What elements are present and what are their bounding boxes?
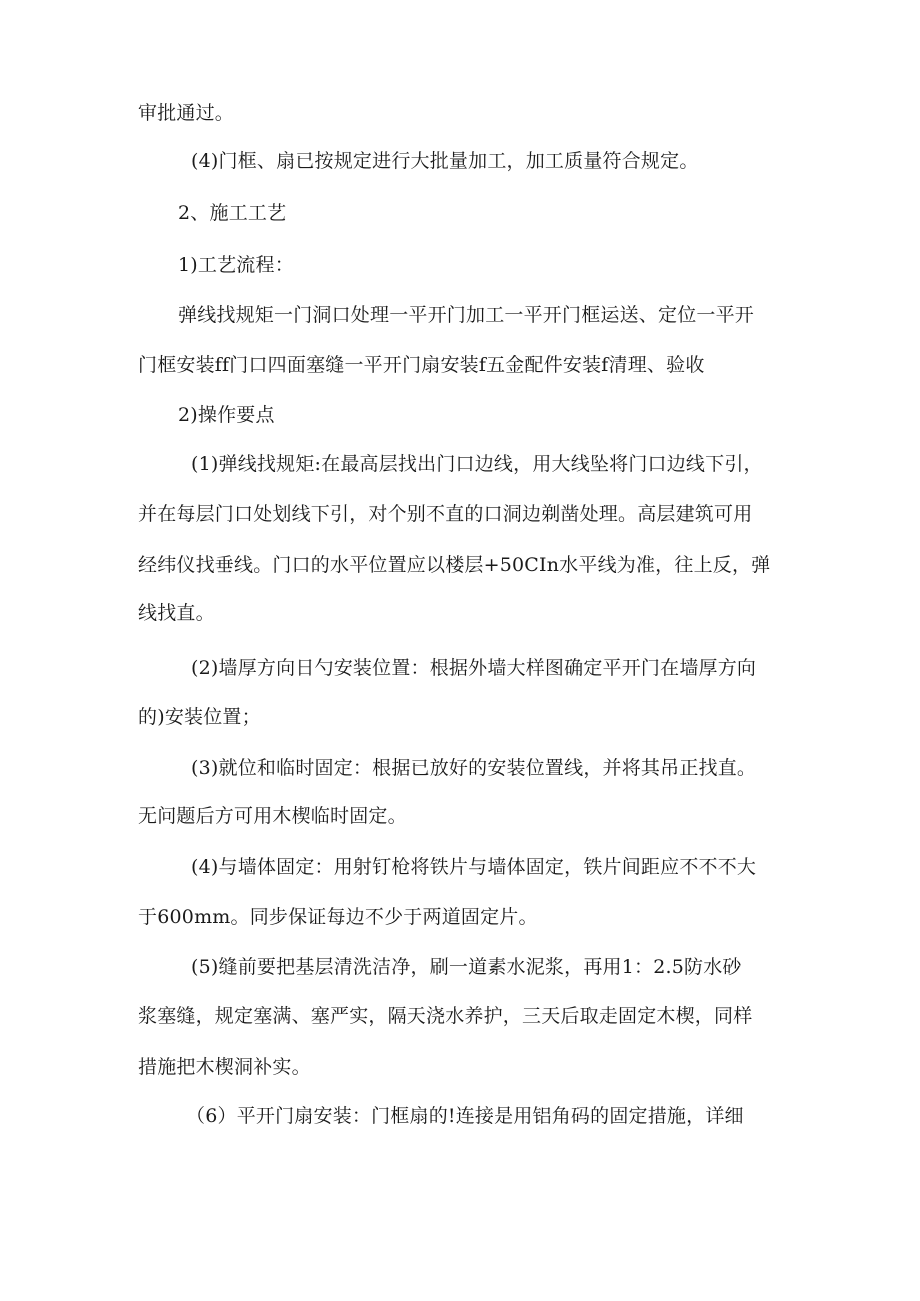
text-line-16: (4)与墙体固定：用射钉枪将铁片与墙体固定，铁片间距应不不不大: [191, 856, 757, 878]
text-line-20: 措施把木楔洞补实。: [138, 1056, 311, 1078]
text-line-10: 经纬仪找垂线。门口的水平位置应以楼层+50CIn水平线为准，往上反，弹: [138, 554, 771, 576]
text-line-18: (5)缝前要把基层清洗洁净，刷一道素水泥浆，再用1：2.5防水砂: [191, 956, 742, 978]
subsection-heading-2: 2)操作要点: [178, 404, 275, 426]
text-line-12: (2)墙厚方向日勺安装位置：根据外墙大样图确定平开门在墙厚方向: [191, 657, 757, 679]
text-line-2: (4)门框、扇已按规定进行大批量加工，加工质量符合规定。: [191, 150, 699, 172]
text-line-5: 弹线找规矩一门洞口处理一平开门加工一平开门框运送、定位一平开: [178, 304, 755, 326]
section-heading: 2、施工工艺: [178, 202, 287, 224]
text-line-13: 的)安装位置；: [138, 706, 261, 728]
text-line-14: (3)就位和临时固定：根据已放好的安装位置线，并将其吊正找直。: [191, 757, 757, 779]
subsection-heading: 1)工艺流程：: [178, 254, 294, 276]
text-line-11: 线找直。: [138, 602, 215, 624]
text-line-17: 于600mm。同步保证每边不少于两道固定片。: [138, 906, 538, 928]
text-line-1: 审批通过。: [138, 102, 235, 124]
text-line-21: （6）平开门扇安装：门框扇的!连接是用铝角码的固定措施，详细: [186, 1105, 744, 1127]
text-line-19: 浆塞缝，规定塞满、塞严实，隔天浇水养护，三天后取走固定木楔，同样: [138, 1005, 753, 1027]
text-line-6: 门框安装ff门口四面塞缝一平开门扇安装f五金配件安装f清理、验收: [138, 354, 705, 376]
text-line-9: 并在每层门口处划线下引，对个别不直的口洞边剃凿处理。高层建筑可用: [138, 503, 753, 525]
text-line-8: (1)弹线找规矩:在最高层找出门口边线，用大线坠将门口边线下引，: [191, 453, 763, 475]
text-line-15: 无问题后方可用木楔临时固定。: [138, 805, 407, 827]
